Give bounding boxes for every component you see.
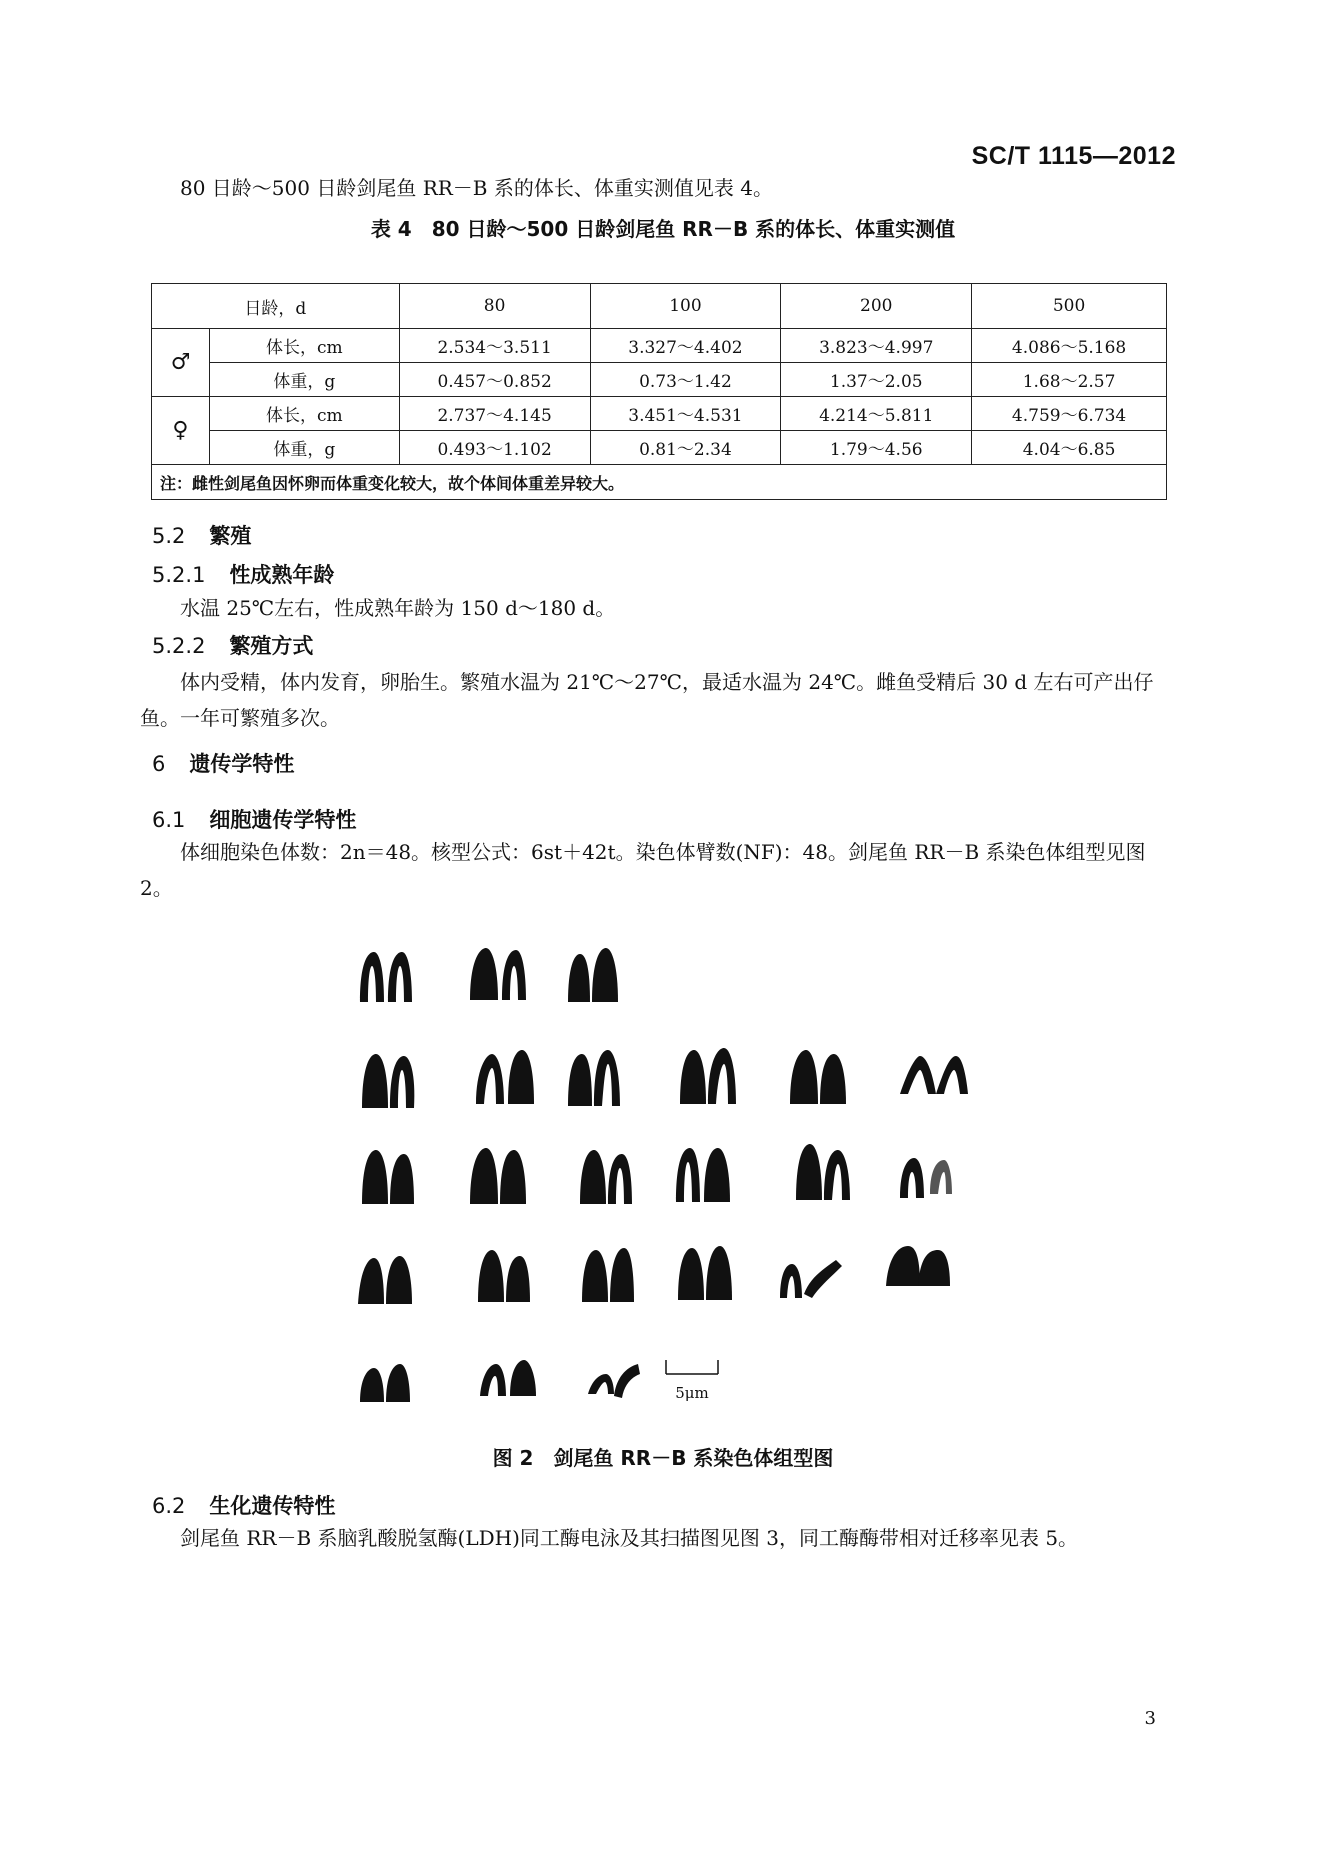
chromosome-pair — [680, 1048, 736, 1104]
table-row — [152, 329, 1167, 363]
chromosome-pair — [360, 1364, 410, 1402]
table-cell: 4.04～6.85 — [972, 431, 1167, 465]
chromosome-pair — [588, 1364, 640, 1398]
chromosome-pair — [362, 1054, 414, 1108]
table4-caption: 表 4 80 日龄～500 日龄剑尾鱼 RR－B 系的体长、体重实测值 — [370, 217, 956, 241]
table4-col-500: 500 — [972, 284, 1167, 329]
chromosome-pair — [790, 1050, 846, 1104]
heading-5-2-1 — [152, 559, 334, 589]
table-cell: 4.214～5.811 — [781, 397, 972, 431]
chromosome-pair — [676, 1148, 730, 1202]
table-cell: 0.457～0.852 — [399, 363, 590, 397]
chromosome-pair — [362, 1150, 414, 1204]
table4-col-100: 100 — [590, 284, 781, 329]
chromosome-pair — [476, 1050, 534, 1104]
heading-title: 繁殖 — [209, 524, 252, 548]
table-row — [152, 397, 1167, 431]
paragraph-6-2: 剑尾鱼 RR－B 系脑乳酸脱氢酶(LDH)同工酶电泳及其扫描图见图 3，同工酶酶带相对迁移率见表 5。 — [180, 1526, 1079, 1550]
table4 — [151, 283, 1167, 500]
heading-title: 繁殖方式 — [229, 634, 314, 658]
chromosome-pair — [582, 1248, 634, 1302]
heading-title: 细胞遗传学特性 — [209, 808, 357, 832]
paragraph-6-1: 体细胞染色体数：2n＝48。核型公式：6st＋42t。染色体臂数(NF)：48。剑尾鱼 RR－B 系染色体组型见图 2。 — [140, 840, 1146, 900]
row-label: 体重，g — [209, 431, 399, 465]
table-row — [152, 431, 1167, 465]
chromosome-pair — [568, 948, 618, 1002]
table-cell: 3.451～4.531 — [590, 397, 781, 431]
row-label: 体重，g — [209, 363, 399, 397]
chromosome-pair — [358, 1256, 412, 1304]
paragraph-5-2-2: 体内受精，体内发育，卵胎生。繁殖水温为 21℃～27℃，最适水温为 24℃。雌鱼受精后 30 d 左右可产出仔鱼。一年可繁殖多次。 — [140, 670, 1154, 730]
chromosome-pair — [478, 1250, 530, 1302]
table-cell: 0.81～2.34 — [590, 431, 781, 465]
figure2-caption: 图 2 剑尾鱼 RR－B 系染色体组型图 — [492, 1446, 834, 1470]
chromosome-pair — [678, 1246, 732, 1300]
table-cell: 0.493～1.102 — [399, 431, 590, 465]
chromosome-pair — [480, 1360, 536, 1396]
heading-6 — [152, 748, 294, 778]
scale-bar — [666, 1360, 718, 1374]
table-cell: 3.327～4.402 — [590, 329, 781, 363]
row-label: 体长，cm — [209, 397, 399, 431]
heading-5-2 — [152, 520, 251, 550]
heading-number: 6 — [152, 752, 166, 776]
chromosome-pair — [470, 1148, 526, 1204]
heading-5-2-2 — [152, 630, 313, 660]
page-number: 3 — [1144, 1708, 1156, 1729]
table-cell: 2.534～3.511 — [399, 329, 590, 363]
table-cell: 3.823～4.997 — [781, 329, 972, 363]
heading-number: 6.2 — [152, 1494, 186, 1518]
chromosome-pair — [568, 1050, 620, 1106]
table-cell: 0.73～1.42 — [590, 363, 781, 397]
heading-title: 性成熟年龄 — [229, 563, 335, 587]
table4-note-row — [152, 465, 1167, 500]
row-label: 体长，cm — [209, 329, 399, 363]
heading-6-2 — [152, 1490, 335, 1520]
intro-paragraph: 80 日龄～500 日龄剑尾鱼 RR－B 系的体长、体重实测值见表 4。 — [180, 176, 773, 200]
chromosome-pair — [900, 1056, 968, 1094]
table-cell: 1.37～2.05 — [781, 363, 972, 397]
chromosome-pair — [360, 952, 412, 1002]
table-cell: 1.68～2.57 — [972, 363, 1167, 397]
table4-col-200: 200 — [781, 284, 972, 329]
table-cell: 1.79～4.56 — [781, 431, 972, 465]
table-row — [152, 363, 1167, 397]
male-symbol: ♂ — [152, 329, 210, 397]
scale-label: 5μm — [675, 1384, 709, 1402]
standard-code: SC/T 1115—2012 — [971, 142, 1176, 170]
heading-6-1 — [152, 804, 356, 834]
table-cell: 2.737～4.145 — [399, 397, 590, 431]
table4-col-80: 80 — [399, 284, 590, 329]
chromosome-pair — [886, 1246, 950, 1286]
paragraph-5-2-1: 水温 25℃左右，性成熟年龄为 150 d～180 d。 — [180, 596, 616, 620]
table4-header-label: 日龄，d — [152, 284, 400, 329]
heading-number: 6.1 — [152, 808, 186, 832]
chromosome-pair — [580, 1150, 632, 1204]
heading-number: 5.2.2 — [152, 634, 206, 658]
table-cell: 4.759～6.734 — [972, 397, 1167, 431]
chromosome-pair — [470, 948, 526, 1000]
chromosome-pair — [780, 1260, 842, 1298]
heading-title: 遗传学特性 — [189, 752, 295, 776]
table4-note: 注：雌性剑尾鱼因怀卵而体重变化较大，故个体间体重差异较大。 — [152, 465, 1167, 500]
heading-title: 生化遗传特性 — [209, 1494, 336, 1518]
chromosome-pair — [900, 1158, 952, 1198]
chromosome-pair — [796, 1144, 850, 1200]
heading-number: 5.2.1 — [152, 563, 206, 587]
female-symbol: ♀ — [152, 397, 210, 465]
karyotype-figure — [340, 940, 1020, 1420]
table4-header-row — [152, 284, 1167, 329]
heading-number: 5.2 — [152, 524, 186, 548]
table-cell: 4.086～5.168 — [972, 329, 1167, 363]
